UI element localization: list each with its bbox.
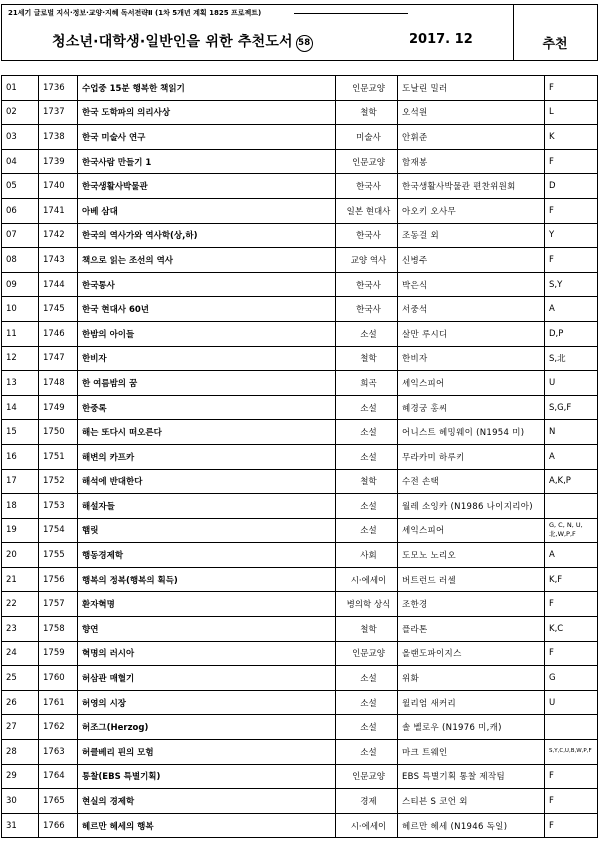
table-row	[2, 346, 598, 371]
book-author: 월레 소잉카 (N1986 나이지리아)	[398, 494, 545, 519]
book-author: 박은식	[398, 272, 545, 297]
book-author: 함재봉	[398, 149, 545, 174]
book-number: 27	[2, 715, 39, 740]
book-id: 1763	[39, 740, 78, 765]
table-row	[2, 297, 598, 322]
book-libraries	[545, 494, 598, 519]
book-number: 14	[2, 395, 39, 420]
book-author: 조한경	[398, 592, 545, 617]
book-libraries: A,K,P	[545, 469, 598, 494]
header-title-block	[2, 5, 514, 60]
table-row	[2, 321, 598, 346]
book-number: 24	[2, 641, 39, 666]
book-libraries: G	[545, 666, 598, 691]
table-row	[2, 789, 598, 814]
book-author: 신병주	[398, 248, 545, 273]
book-libraries: F	[545, 592, 598, 617]
book-number: 11	[2, 321, 39, 346]
book-title: 현실의 경제학	[78, 789, 336, 814]
book-number: 06	[2, 198, 39, 223]
book-author: 버트런드 러셀	[398, 567, 545, 592]
book-author: 플라톤	[398, 617, 545, 642]
table-row	[2, 444, 598, 469]
book-category: 소설	[336, 690, 398, 715]
book-number: 02	[2, 100, 39, 125]
book-title: 허영의 시장	[78, 690, 336, 715]
book-number: 31	[2, 813, 39, 838]
book-number: 21	[2, 567, 39, 592]
book-title: 책으로 읽는 조선의 역사	[78, 248, 336, 273]
book-libraries: F	[545, 813, 598, 838]
book-libraries: A	[545, 543, 598, 568]
table-row	[2, 543, 598, 568]
book-libraries	[545, 715, 598, 740]
book-id: 1745	[39, 297, 78, 322]
book-id: 1746	[39, 321, 78, 346]
book-libraries: S,Y,C,U,B,W,P,F	[545, 740, 598, 765]
book-libraries: K,C	[545, 617, 598, 642]
book-libraries: D,P	[545, 321, 598, 346]
book-number: 23	[2, 617, 39, 642]
table-row	[2, 641, 598, 666]
book-category: 시·에세이	[336, 567, 398, 592]
book-title: 아베 삼대	[78, 198, 336, 223]
book-libraries: F	[545, 789, 598, 814]
book-title: 햄릿	[78, 518, 336, 543]
book-id: 1756	[39, 567, 78, 592]
book-libraries: D	[545, 174, 598, 199]
recommend-label: 추천	[542, 37, 568, 52]
book-author: 오석원	[398, 100, 545, 125]
book-number: 17	[2, 469, 39, 494]
book-author: 윌리엄 새커리	[398, 690, 545, 715]
book-category: 소설	[336, 494, 398, 519]
book-number: 28	[2, 740, 39, 765]
table-row	[2, 469, 598, 494]
book-category: 소설	[336, 715, 398, 740]
book-id: 1752	[39, 469, 78, 494]
book-category: 희곡	[336, 371, 398, 396]
book-id: 1736	[39, 76, 78, 101]
book-id: 1741	[39, 198, 78, 223]
table-row	[2, 813, 598, 838]
book-libraries: F	[545, 149, 598, 174]
book-author: 한국생활사박물관 편찬위원회	[398, 174, 545, 199]
book-id: 1747	[39, 346, 78, 371]
book-number: 01	[2, 76, 39, 101]
book-author: 위화	[398, 666, 545, 691]
book-category: 경제	[336, 789, 398, 814]
book-title: 한국 현대사 60년	[78, 297, 336, 322]
table-row	[2, 420, 598, 445]
book-id: 1751	[39, 444, 78, 469]
book-title: 한비자	[78, 346, 336, 371]
page-title	[52, 31, 313, 52]
book-id: 1753	[39, 494, 78, 519]
book-libraries: F	[545, 641, 598, 666]
table-row	[2, 518, 598, 543]
book-author: 솔 벨로우 (N1976 미,캐)	[398, 715, 545, 740]
book-id: 1766	[39, 813, 78, 838]
book-libraries: U	[545, 371, 598, 396]
book-id: 1738	[39, 125, 78, 150]
table-row	[2, 617, 598, 642]
book-category: 한국사	[336, 297, 398, 322]
book-category: 소설	[336, 420, 398, 445]
book-category: 철학	[336, 617, 398, 642]
table-row	[2, 198, 598, 223]
book-category: 인문교양	[336, 764, 398, 789]
book-id: 1759	[39, 641, 78, 666]
book-category: 미술사	[336, 125, 398, 150]
book-author: 스티븐 S 코언 외	[398, 789, 545, 814]
book-title: 한 여름밤의 꿈	[78, 371, 336, 396]
document-header	[1, 4, 598, 61]
book-category: 한국사	[336, 272, 398, 297]
book-id: 1744	[39, 272, 78, 297]
book-libraries: K,F	[545, 567, 598, 592]
book-title: 혁명의 러시아	[78, 641, 336, 666]
book-title: 향연	[78, 617, 336, 642]
book-author: 혜경궁 홍씨	[398, 395, 545, 420]
book-category: 인문교양	[336, 76, 398, 101]
book-number: 07	[2, 223, 39, 248]
book-number: 20	[2, 543, 39, 568]
book-title: 행복의 정복(행복의 획득)	[78, 567, 336, 592]
book-title: 한국 미술사 연구	[78, 125, 336, 150]
book-libraries: L	[545, 100, 598, 125]
book-author: 헤르만 헤세 (N1946 독일)	[398, 813, 545, 838]
book-number: 19	[2, 518, 39, 543]
book-category: 사회	[336, 543, 398, 568]
book-author: 어니스트 헤밍웨이 (N1954 미)	[398, 420, 545, 445]
book-author: 셰익스피어	[398, 371, 545, 396]
book-category: 한국사	[336, 223, 398, 248]
book-id: 1743	[39, 248, 78, 273]
book-title: 한국통사	[78, 272, 336, 297]
book-libraries: F	[545, 76, 598, 101]
book-id: 1760	[39, 666, 78, 691]
book-author: EBS 특별기획 통찰 제작팀	[398, 764, 545, 789]
book-category: 소설	[336, 518, 398, 543]
book-title: 헤르만 헤세의 행복	[78, 813, 336, 838]
book-category: 한국사	[336, 174, 398, 199]
table-row	[2, 567, 598, 592]
table-row	[2, 223, 598, 248]
book-title: 해는 또다시 떠오른다	[78, 420, 336, 445]
table-row	[2, 740, 598, 765]
book-category: 소설	[336, 666, 398, 691]
book-libraries: S,北	[545, 346, 598, 371]
page-title-text: 청소년·대학생·일반인을 위한 추천도서	[52, 34, 293, 50]
book-author: 아오키 오사무	[398, 198, 545, 223]
book-number: 10	[2, 297, 39, 322]
table-row	[2, 715, 598, 740]
book-number: 16	[2, 444, 39, 469]
book-category: 철학	[336, 346, 398, 371]
book-number: 05	[2, 174, 39, 199]
book-number: 18	[2, 494, 39, 519]
book-title: 한국생활사박물관	[78, 174, 336, 199]
book-title: 허조그(Herzog)	[78, 715, 336, 740]
book-category: 소설	[336, 740, 398, 765]
table-row	[2, 125, 598, 150]
book-title: 한중록	[78, 395, 336, 420]
book-title: 한국의 역사가와 역사학(상,하)	[78, 223, 336, 248]
book-author: 살만 루시디	[398, 321, 545, 346]
book-number: 15	[2, 420, 39, 445]
book-id: 1765	[39, 789, 78, 814]
book-category: 인문교양	[336, 641, 398, 666]
table-row	[2, 174, 598, 199]
book-category: 인문교양	[336, 149, 398, 174]
book-author: 안휘준	[398, 125, 545, 150]
book-id: 1757	[39, 592, 78, 617]
book-title: 한국 도학파의 의리사상	[78, 100, 336, 125]
book-id: 1739	[39, 149, 78, 174]
book-id: 1749	[39, 395, 78, 420]
book-number: 04	[2, 149, 39, 174]
book-libraries: F	[545, 198, 598, 223]
book-category: 소설	[336, 395, 398, 420]
table-row	[2, 248, 598, 273]
book-author: 도모노 노리오	[398, 543, 545, 568]
book-category: 철학	[336, 100, 398, 125]
book-title: 해석에 반대한다	[78, 469, 336, 494]
book-category: 교양 역사	[336, 248, 398, 273]
book-author: 도날린 밀러	[398, 76, 545, 101]
book-libraries: F	[545, 764, 598, 789]
book-number: 08	[2, 248, 39, 273]
book-libraries: A	[545, 444, 598, 469]
book-title: 해설자들	[78, 494, 336, 519]
table-row	[2, 666, 598, 691]
book-number: 12	[2, 346, 39, 371]
table-row	[2, 592, 598, 617]
book-author: 무라카미 하루키	[398, 444, 545, 469]
book-title: 허클베리 핀의 모험	[78, 740, 336, 765]
table-row	[2, 764, 598, 789]
book-number: 30	[2, 789, 39, 814]
book-author: 서중석	[398, 297, 545, 322]
book-id: 1748	[39, 371, 78, 396]
book-id: 1755	[39, 543, 78, 568]
book-number: 09	[2, 272, 39, 297]
book-id: 1761	[39, 690, 78, 715]
book-libraries: A	[545, 297, 598, 322]
book-author: 마크 트웨인	[398, 740, 545, 765]
book-title: 통찰(EBS 특별기획)	[78, 764, 336, 789]
book-libraries: S,Y	[545, 272, 598, 297]
book-title: 허삼관 매혈기	[78, 666, 336, 691]
book-number: 22	[2, 592, 39, 617]
table-row	[2, 371, 598, 396]
issue-date: 2017. 12	[409, 32, 473, 47]
book-id: 1737	[39, 100, 78, 125]
book-category: 철학	[336, 469, 398, 494]
book-id: 1750	[39, 420, 78, 445]
book-author: 조동걸 외	[398, 223, 545, 248]
book-libraries: S,G,F	[545, 395, 598, 420]
book-author: 수전 손택	[398, 469, 545, 494]
book-libraries: Y	[545, 223, 598, 248]
book-author: 한비자	[398, 346, 545, 371]
book-author: 올랜도파이지스	[398, 641, 545, 666]
table-row	[2, 494, 598, 519]
table-row	[2, 76, 598, 101]
book-number: 29	[2, 764, 39, 789]
book-libraries: K	[545, 125, 598, 150]
table-row	[2, 690, 598, 715]
book-number: 25	[2, 666, 39, 691]
book-list-body	[2, 76, 598, 838]
book-number: 13	[2, 371, 39, 396]
book-id: 1764	[39, 764, 78, 789]
book-libraries: G, C, N, U, 北,W,P,F	[545, 518, 598, 543]
book-id: 1762	[39, 715, 78, 740]
table-row	[2, 149, 598, 174]
volume-number-badge: 58	[296, 35, 313, 52]
table-row	[2, 272, 598, 297]
book-id: 1758	[39, 617, 78, 642]
book-title: 한밤의 아이들	[78, 321, 336, 346]
book-id: 1740	[39, 174, 78, 199]
book-category: 일본 현대사	[336, 198, 398, 223]
book-number: 03	[2, 125, 39, 150]
book-title: 해변의 카프카	[78, 444, 336, 469]
book-author: 셰익스피어	[398, 518, 545, 543]
book-libraries: U	[545, 690, 598, 715]
book-id: 1742	[39, 223, 78, 248]
series-rule	[294, 13, 408, 14]
book-title: 한국사람 만들기 1	[78, 149, 336, 174]
book-category: 소설	[336, 444, 398, 469]
table-row	[2, 100, 598, 125]
series-text: 21세기 글로벌 지식·정보·교양·지혜 독서전략Ⅱ (1차 5개년 계획 1825 프로젝트)	[8, 9, 262, 17]
book-category: 병의학 상식	[336, 592, 398, 617]
book-id: 1754	[39, 518, 78, 543]
book-category: 소설	[336, 321, 398, 346]
book-number: 26	[2, 690, 39, 715]
table-row	[2, 395, 598, 420]
book-title: 수업중 15분 행복한 책읽기	[78, 76, 336, 101]
book-libraries: N	[545, 420, 598, 445]
book-list-table	[1, 75, 598, 838]
book-libraries: F	[545, 248, 598, 273]
book-title: 행동경제학	[78, 543, 336, 568]
book-category: 시·에세이	[336, 813, 398, 838]
book-title: 환자혁명	[78, 592, 336, 617]
